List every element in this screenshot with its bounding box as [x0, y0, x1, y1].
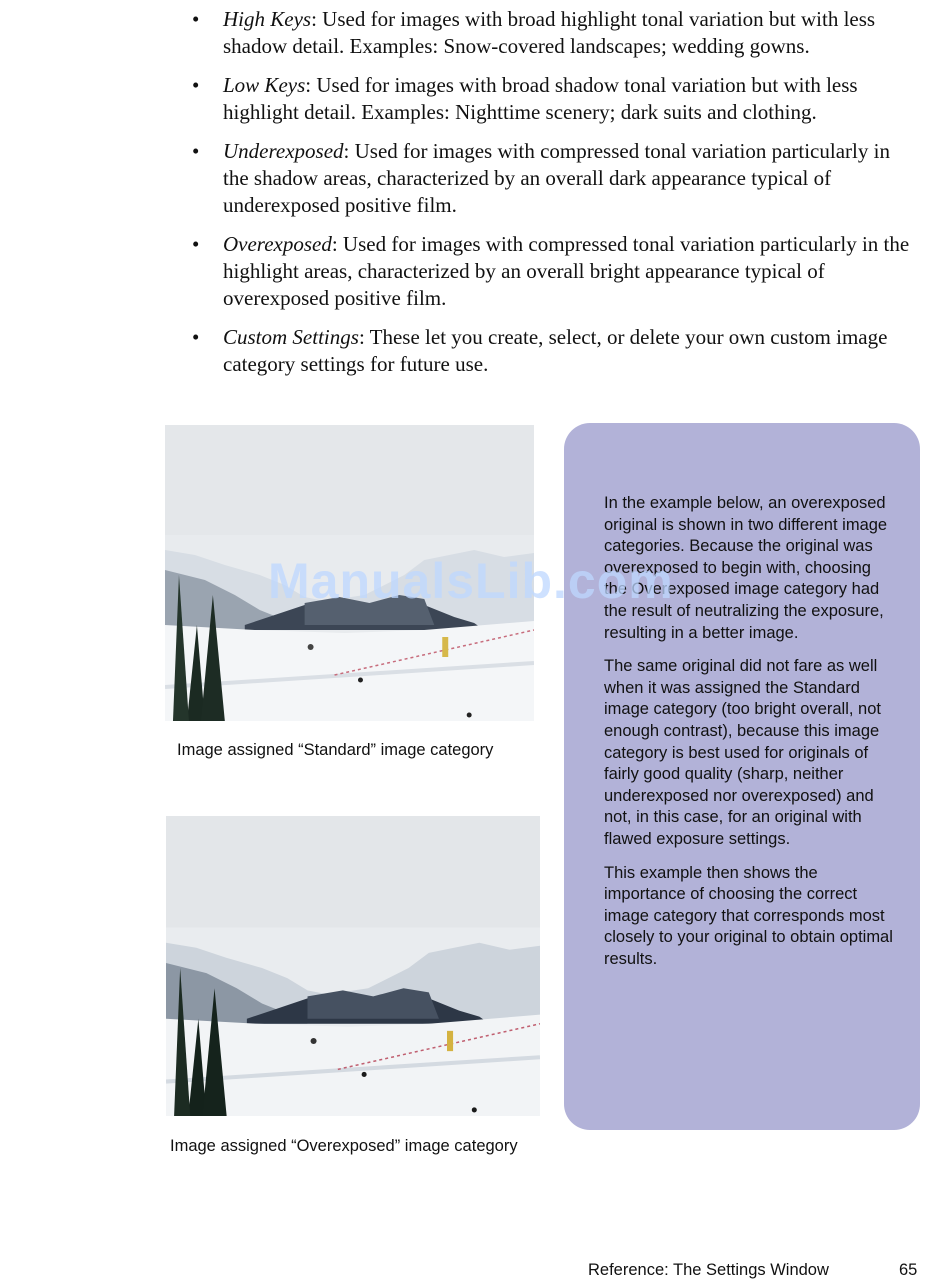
watermark: ManualsLib.com [268, 553, 674, 609]
example-sidebar [564, 423, 920, 1130]
description: : Used for images with broad highlight tonal variation but with less shadow detail. Examples: Snow-covered landscapes; wedding gowns. [223, 7, 876, 58]
bullet-icon: • [192, 325, 200, 349]
standard-photo-caption: Image assigned “Standard” image category [177, 741, 494, 759]
bullet-icon: • [192, 232, 200, 256]
list-item [190, 72, 920, 126]
bullet-icon: • [192, 139, 200, 163]
bullet-icon: • [192, 73, 200, 97]
bullet-icon: • [192, 7, 200, 31]
description: : Used for images with compressed tonal variation particularly in the highlight areas, characterized by an overall bright appearance typical of overexposed positive film. [223, 232, 910, 310]
overexposed-photo-caption: Image assigned “Overexposed” image category [170, 1137, 518, 1155]
sidebar-paragraph: In the example below, an overexposed original is shown in two different image categories. Because the original was overexposed to begin with, choosing the Overexposed image category had the result of neutralizing the exposure, resulting in a better image. [604, 494, 888, 642]
footer-section-title: Reference: The Settings Window [588, 1261, 829, 1279]
term-custom-settings: Custom Settings [223, 325, 359, 349]
term-overexposed: Overexposed [223, 232, 332, 256]
image-category-list [190, 6, 920, 390]
term-underexposed: Underexposed [223, 139, 344, 163]
term-high-keys: High Keys [223, 7, 312, 31]
description: : Used for images with compressed tonal variation particularly in the shadow areas, characterized by an overall dark appearance typical of underexposed positive film. [223, 139, 890, 217]
term-low-keys: Low Keys [223, 73, 306, 97]
page-number: 65 [899, 1261, 918, 1279]
sidebar-paragraph: This example then shows the importance of choosing the correct image category that corresponds most closely to your original to obtain optimal results. [604, 863, 893, 968]
list-item [190, 6, 920, 60]
sidebar-paragraph: The same original did not fare as well when it was assigned the Standard image category (too bright overall, not enough contrast), because this image category is best used for originals of fairly good quality (sharp, neither underexposed nor overexposed) and not, in this case, for an original with flawed exposure settings. [604, 657, 881, 848]
list-item [190, 324, 920, 378]
description: : These let you create, select, or delete your own custom image category settings for future use. [223, 325, 888, 376]
list-item [190, 138, 920, 219]
overexposed-category-photo [166, 816, 540, 1116]
description: : Used for images with broad shadow tonal variation but with less highlight detail. Examples: Nighttime scenery; dark suits and clothing. [223, 73, 858, 124]
list-item [190, 231, 920, 312]
